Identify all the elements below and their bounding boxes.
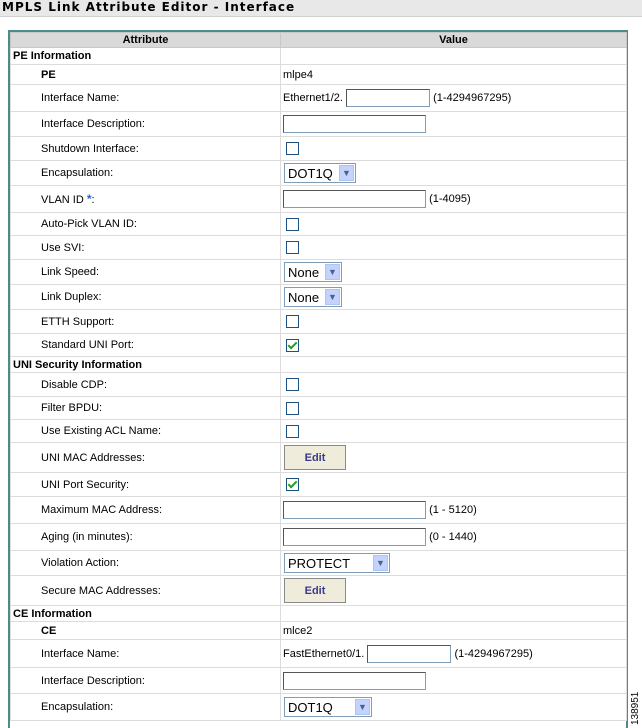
aging-input[interactable] — [283, 528, 426, 546]
vlan-id-label-text: VLAN ID — [41, 194, 84, 206]
standard-uni-port-checkbox[interactable] — [286, 339, 299, 352]
link-speed-label: Link Speed: — [11, 260, 281, 285]
secure-mac-addresses-label: Secure MAC Addresses: — [11, 576, 281, 606]
secure-mac-edit-button[interactable]: Edit — [284, 578, 346, 603]
vlan-id-colon: : — [91, 194, 95, 206]
filter-bpdu-checkbox[interactable] — [286, 402, 299, 415]
uni-mac-addresses-label: UNI MAC Addresses: — [11, 443, 281, 473]
pe-value: mlpe4 — [281, 65, 627, 85]
pe-interface-description-label: Interface Description: — [11, 112, 281, 137]
window-title: MPLS Link Attribute Editor - Interface — [0, 0, 642, 17]
link-duplex-value: None — [288, 289, 320, 305]
chevron-down-icon: ▼ — [355, 699, 370, 715]
disable-cdp-label: Disable CDP: — [11, 373, 281, 397]
chevron-down-icon: ▼ — [325, 289, 340, 305]
maximum-mac-address-label: Maximum MAC Address: — [11, 497, 281, 524]
section-ce-information: CE Information — [11, 606, 281, 622]
ce-interface-name-label: Interface Name: — [11, 640, 281, 668]
maximum-mac-address-input[interactable] — [283, 501, 426, 519]
shutdown-interface-checkbox[interactable] — [286, 142, 299, 155]
use-existing-acl-checkbox[interactable] — [286, 425, 299, 438]
column-header-attribute: Attribute — [11, 33, 281, 48]
required-marker: * — [86, 192, 92, 206]
pe-interface-name-input[interactable] — [346, 89, 430, 107]
auto-pick-vlan-label: Auto-Pick VLAN ID: — [11, 213, 281, 236]
ce-interface-name-hint: (1-4294967295) — [454, 647, 533, 660]
chevron-down-icon: ▼ — [325, 264, 340, 280]
etth-support-label: ETTH Support: — [11, 310, 281, 334]
ce-value: mlce2 — [281, 622, 627, 640]
chevron-down-icon: ▼ — [373, 555, 388, 571]
link-speed-select[interactable] — [284, 262, 342, 282]
ce-interface-name-input[interactable] — [367, 645, 451, 663]
section-uni-security: UNI Security Information — [11, 357, 281, 373]
use-svi-checkbox[interactable] — [286, 241, 299, 254]
ce-interface-description-input[interactable] — [283, 672, 426, 690]
ce-encapsulation-value: DOT1Q — [288, 699, 333, 715]
link-speed-value: None — [288, 264, 320, 280]
vlan-id-label — [11, 186, 281, 213]
use-svi-label: Use SVI: — [11, 236, 281, 260]
ce-interface-name-prefix: FastEthernet0/1. — [283, 647, 365, 660]
vlan-id-hint: (1-4095) — [429, 193, 471, 205]
ce-label: CE — [11, 622, 281, 640]
use-existing-acl-label: Use Existing ACL Name: — [11, 420, 281, 443]
uni-port-security-checkbox[interactable] — [286, 478, 299, 491]
violation-action-value: PROTECT — [288, 555, 351, 571]
attribute-table — [10, 32, 627, 721]
violation-action-select[interactable] — [284, 553, 390, 573]
shutdown-interface-label: Shutdown Interface: — [11, 137, 281, 161]
uni-mac-edit-button[interactable]: Edit — [284, 445, 346, 470]
pe-interface-name-label: Interface Name: — [11, 85, 281, 112]
disable-cdp-checkbox[interactable] — [286, 378, 299, 391]
filter-bpdu-label: Filter BPDU: — [11, 397, 281, 420]
pe-encapsulation-label: Encapsulation: — [11, 161, 281, 186]
uni-port-security-label: UNI Port Security: — [11, 473, 281, 497]
aging-label: Aging (in minutes): — [11, 524, 281, 551]
standard-uni-port-label: Standard UNI Port: — [11, 334, 281, 357]
violation-action-label: Violation Action: — [11, 551, 281, 576]
pe-label: PE — [11, 65, 281, 85]
link-duplex-label: Link Duplex: — [11, 285, 281, 310]
etth-support-checkbox[interactable] — [286, 315, 299, 328]
maximum-mac-address-hint: (1 - 5120) — [429, 504, 477, 516]
column-header-value: Value — [281, 33, 627, 48]
pe-interface-description-input[interactable] — [283, 115, 426, 133]
section-pe-information: PE Information — [11, 48, 281, 65]
pe-interface-name-hint: (1-4294967295) — [433, 92, 512, 104]
pe-interface-name-prefix: Ethernet1/2. — [283, 92, 343, 104]
auto-pick-vlan-checkbox[interactable] — [286, 218, 299, 231]
figure-id: 138951 — [630, 691, 641, 725]
ce-encapsulation-select[interactable] — [284, 697, 372, 717]
aging-hint: (0 - 1440) — [429, 531, 477, 543]
pe-encapsulation-select[interactable] — [284, 163, 356, 183]
chevron-down-icon: ▼ — [339, 165, 354, 181]
attribute-table-frame — [8, 30, 628, 728]
ce-interface-description-label: Interface Description: — [11, 668, 281, 694]
link-duplex-select[interactable] — [284, 287, 342, 307]
vlan-id-input[interactable] — [283, 190, 426, 208]
ce-encapsulation-label: Encapsulation: — [11, 694, 281, 721]
pe-encapsulation-value: DOT1Q — [288, 165, 333, 181]
